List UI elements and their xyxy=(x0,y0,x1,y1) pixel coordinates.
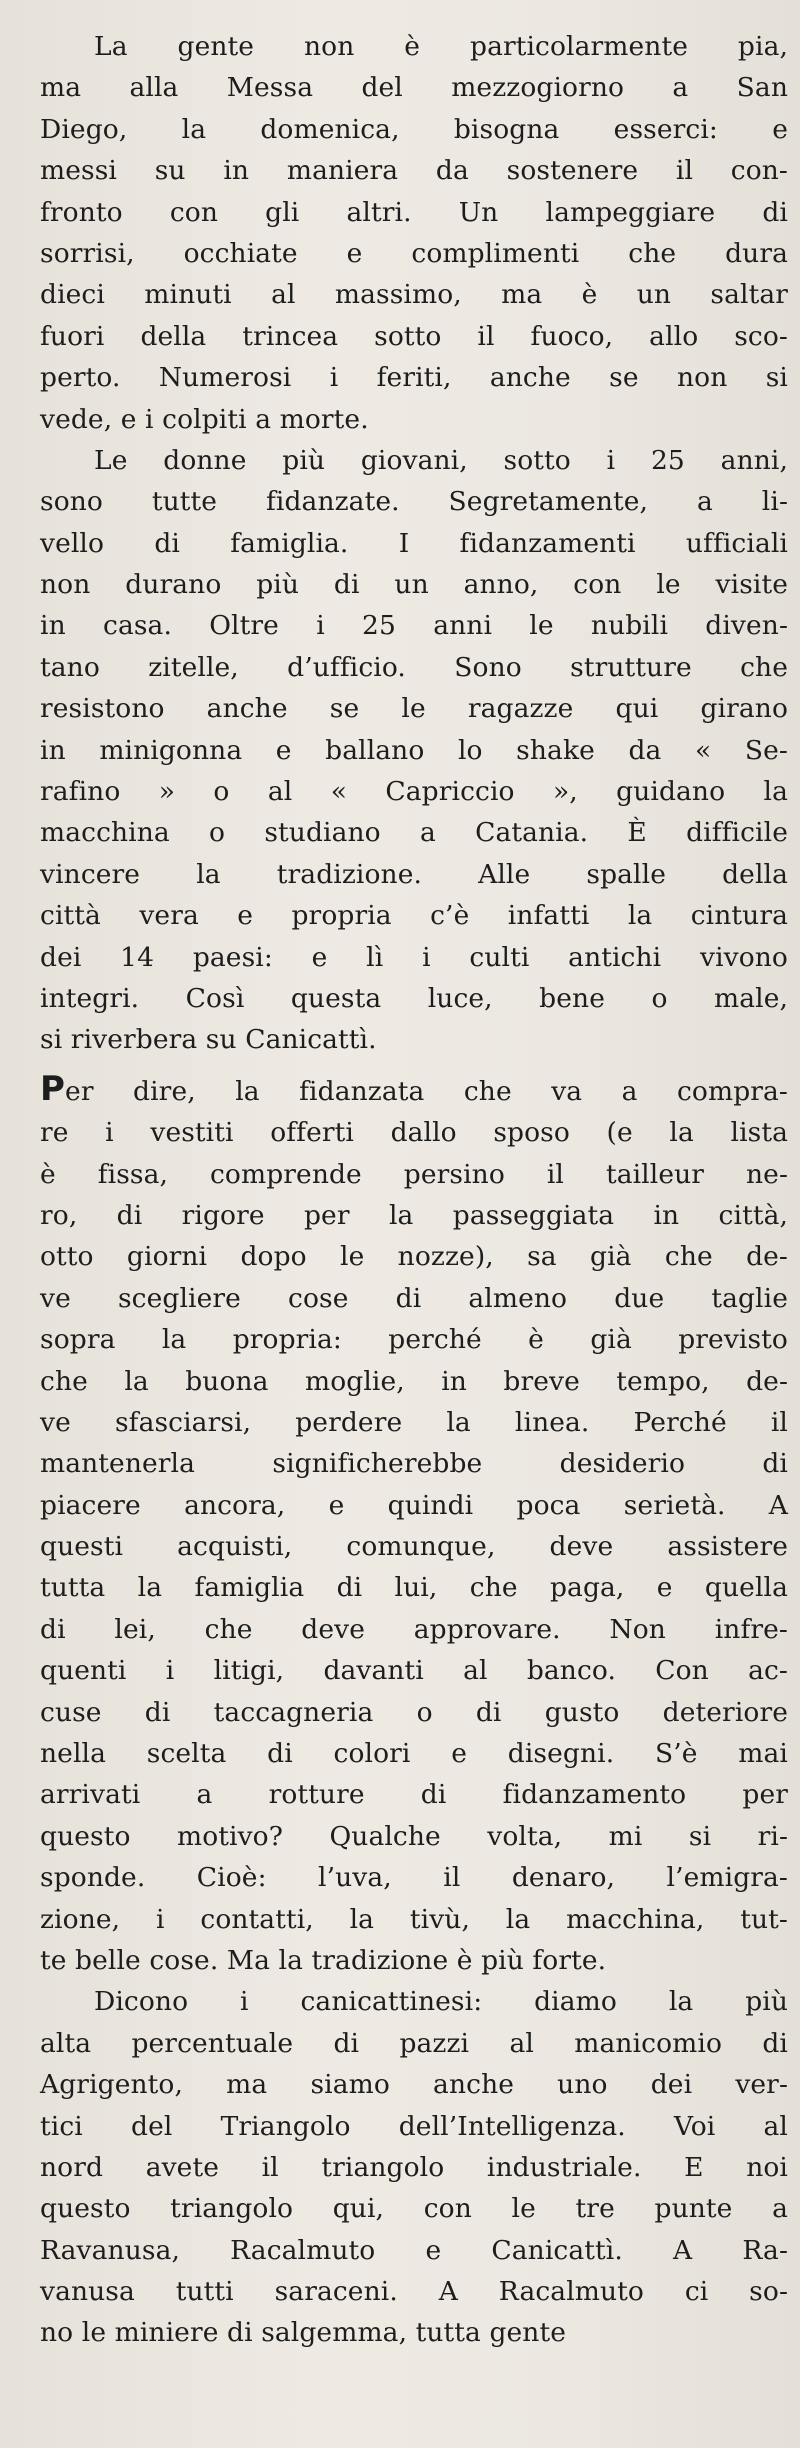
text-line xyxy=(40,647,788,688)
text-line xyxy=(40,605,788,646)
text-line xyxy=(40,316,788,357)
text-line xyxy=(40,2064,788,2105)
text-line xyxy=(40,1485,788,1526)
line-text: zione, i contatti, la tivù, la macchina, tut- xyxy=(40,1903,788,1935)
text-line xyxy=(40,688,788,729)
text-line xyxy=(40,1068,788,1112)
text-line xyxy=(40,1774,788,1815)
line-text: te belle cose. Ma la tradizione è più forte. xyxy=(40,1944,607,1976)
text-line xyxy=(40,1899,788,1940)
line-text: Le donne più giovani, sotto i 25 anni, xyxy=(94,444,788,476)
line-text: arrivati a rotture di fidanzamento per xyxy=(40,1779,788,1811)
text-line xyxy=(40,274,788,315)
line-text: questo triangolo qui, con le tre punte a xyxy=(40,2193,788,2225)
line-text: sopra la propria: perché è già previsto xyxy=(40,1324,788,1356)
line-text: Ravanusa, Racalmuto e Canicattì. A Ra- xyxy=(40,2234,788,2266)
line-text: vede, e i colpiti a morte. xyxy=(40,403,369,435)
section-gap xyxy=(40,1061,788,1071)
line-text: dieci minuti al massimo, ma è un saltar xyxy=(40,279,788,311)
line-text: in minigonna e ballano lo shake da « Se- xyxy=(40,734,788,766)
line-text: mantenerla significherebbe desiderio di xyxy=(40,1448,788,1480)
line-text: Agrigento, ma siamo anche uno dei ver- xyxy=(40,2069,788,2101)
line-text: è fissa, comprende persino il tailleur ne- xyxy=(40,1158,788,1190)
line-text: che la buona moglie, in breve tempo, de- xyxy=(40,1365,788,1397)
text-line xyxy=(40,1526,788,1567)
text-line xyxy=(40,2230,788,2271)
text-line xyxy=(40,2188,788,2229)
text-line xyxy=(40,1567,788,1608)
text-line xyxy=(40,564,788,605)
text-line xyxy=(40,895,788,936)
text-line xyxy=(40,1733,788,1774)
text-line xyxy=(40,2271,788,2312)
text-line xyxy=(40,26,788,67)
line-text: non durano più di un anno, con le visite xyxy=(40,569,788,601)
text-line xyxy=(40,192,788,233)
text-line xyxy=(40,109,788,150)
text-line xyxy=(40,854,788,895)
line-text: rafino » o al « Capriccio », guidano la xyxy=(40,776,788,808)
text-line xyxy=(40,67,788,108)
line-text: otto giorni dopo le nozze), sa già che de- xyxy=(40,1241,788,1273)
text-line xyxy=(40,2023,788,2064)
text-line xyxy=(40,2147,788,2188)
text-line xyxy=(40,150,788,191)
text-line xyxy=(40,2106,788,2147)
text-line xyxy=(40,1236,788,1277)
line-text: no le miniere di salgemma, tutta gente xyxy=(40,2317,566,2349)
text-line xyxy=(40,1402,788,1443)
line-text: perto. Numerosi i feriti, anche se non si xyxy=(40,362,788,394)
paragraph xyxy=(40,440,788,1061)
text-line xyxy=(40,1940,788,1981)
line-text: ve scegliere cose di almeno due taglie xyxy=(40,1282,788,1314)
line-text: ve sfasciarsi, perdere la linea. Perché il xyxy=(40,1406,788,1438)
line-text: questi acquisti, comunque, deve assistere xyxy=(40,1531,788,1563)
text-line xyxy=(40,1816,788,1857)
text-line xyxy=(40,1650,788,1691)
text-line xyxy=(40,440,788,481)
text-line xyxy=(40,1981,788,2022)
text-line xyxy=(40,1319,788,1360)
line-text: ro, di rigore per la passeggiata in città, xyxy=(40,1199,788,1231)
line-text: tutta la famiglia di lui, che paga, e quella xyxy=(40,1572,788,1604)
text-line xyxy=(40,2312,788,2353)
text-line xyxy=(40,978,788,1019)
text-line xyxy=(40,481,788,522)
line-text: macchina o studiano a Catania. È difficile xyxy=(40,817,788,849)
drop-cap-line-text: er dire, la fidanzata che va a compra- xyxy=(65,1075,788,1107)
line-text: resistono anche se le ragazze qui girano xyxy=(40,693,788,725)
text-line xyxy=(40,233,788,274)
text-line xyxy=(40,730,788,771)
paragraph xyxy=(40,26,788,440)
line-text: nella scelta di colori e disegni. S’è mai xyxy=(40,1738,788,1770)
paragraph xyxy=(40,1068,788,1982)
drop-cap: P xyxy=(40,1068,66,1109)
line-text: vanusa tutti saraceni. A Racalmuto ci so- xyxy=(40,2276,788,2308)
text-line xyxy=(40,1443,788,1484)
article-body xyxy=(40,26,788,2354)
text-line xyxy=(40,1278,788,1319)
line-text: fronto con gli altri. Un lampeggiare di xyxy=(40,196,788,228)
line-text: piacere ancora, e quindi poca serietà. A xyxy=(40,1489,788,1521)
text-line xyxy=(40,771,788,812)
text-line xyxy=(40,937,788,978)
text-line xyxy=(40,357,788,398)
line-text: integri. Così questa luce, bene o male, xyxy=(40,982,788,1014)
line-text: re i vestiti offerti dallo sposo (e la lista xyxy=(40,1117,788,1149)
line-text: cuse di taccagneria o di gusto deteriore xyxy=(40,1696,788,1728)
text-line xyxy=(40,1857,788,1898)
line-text: tici del Triangolo dell’Intelligenza. Voi al xyxy=(40,2110,788,2142)
line-text: Diego, la domenica, bisogna esserci: e xyxy=(40,113,788,145)
line-text: ma alla Messa del mezzogiorno a San xyxy=(40,72,788,104)
line-text: vincere la tradizione. Alle spalle della xyxy=(40,858,788,890)
line-text: sorrisi, occhiate e complimenti che dura xyxy=(40,237,788,269)
text-line xyxy=(40,1019,788,1060)
text-line xyxy=(40,523,788,564)
line-text: fuori della trincea sotto il fuoco, allo sco- xyxy=(40,320,788,352)
line-text: messi su in maniera da sostenere il con- xyxy=(40,155,788,187)
text-line xyxy=(40,1609,788,1650)
paragraph xyxy=(40,1981,788,2354)
line-text: sono tutte fidanzate. Segretamente, a li- xyxy=(40,486,788,518)
text-line xyxy=(40,812,788,853)
text-line xyxy=(40,1112,788,1153)
line-text: sponde. Cioè: l’uva, il denaro, l’emigra- xyxy=(40,1862,788,1894)
text-line xyxy=(40,399,788,440)
line-text: vello di famiglia. I fidanzamenti ufficiali xyxy=(40,527,788,559)
text-line xyxy=(40,1154,788,1195)
line-text: in casa. Oltre i 25 anni le nubili diven- xyxy=(40,610,788,642)
line-text: quenti i litigi, davanti al banco. Con ac- xyxy=(40,1655,788,1687)
line-text: di lei, che deve approvare. Non infre- xyxy=(40,1613,788,1645)
line-text: città vera e propria c’è infatti la cintura xyxy=(40,900,788,932)
line-text: dei 14 paesi: e lì i culti antichi vivono xyxy=(40,941,788,973)
line-text: Dicono i canicattinesi: diamo la più xyxy=(94,1986,788,2018)
line-text: La gente non è particolarmente pia, xyxy=(94,31,788,62)
line-text: alta percentuale di pazzi al manicomio di xyxy=(40,2027,788,2059)
line-text: si riverbera su Canicattì. xyxy=(40,1024,377,1056)
text-line xyxy=(40,1692,788,1733)
line-text: questo motivo? Qualche volta, mi si ri- xyxy=(40,1820,788,1852)
text-line xyxy=(40,1361,788,1402)
line-text: tano zitelle, d’ufficio. Sono strutture che xyxy=(40,651,788,683)
line-text: nord avete il triangolo industriale. E noi xyxy=(40,2151,788,2183)
text-line xyxy=(40,1195,788,1236)
